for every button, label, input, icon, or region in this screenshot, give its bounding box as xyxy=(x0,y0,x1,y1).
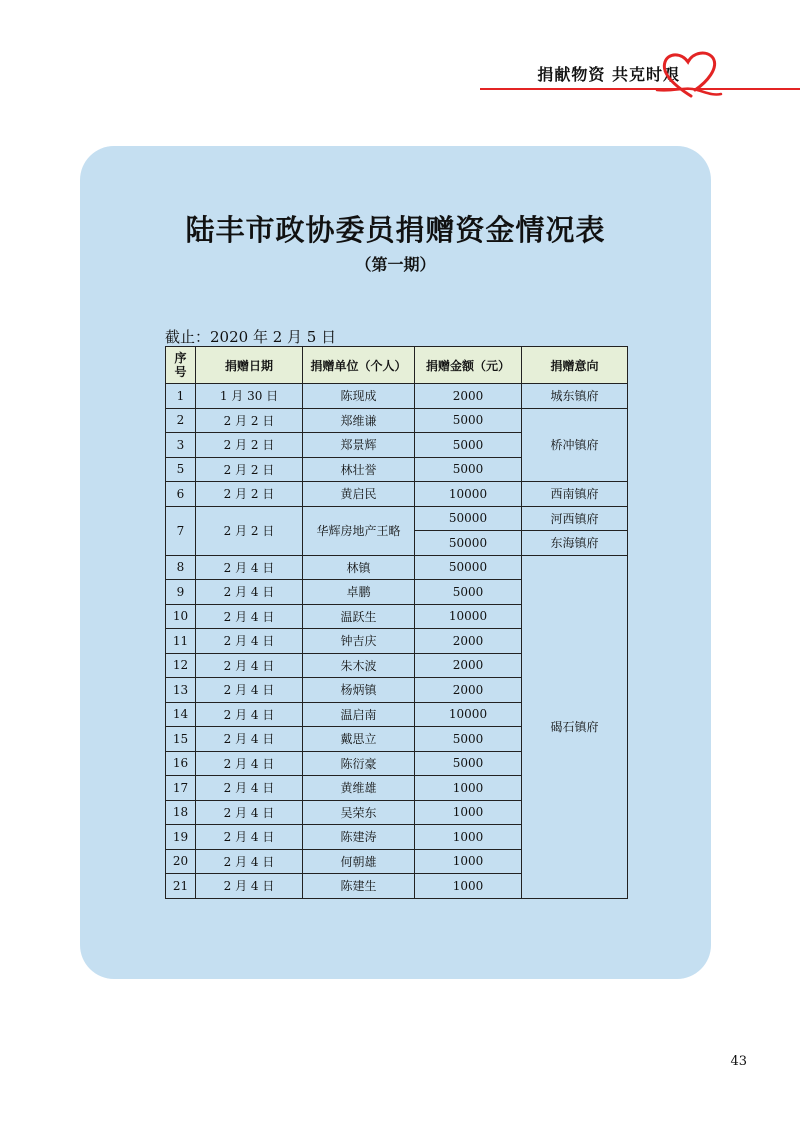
cell-donor: 戴思立 xyxy=(303,727,415,752)
cell-donor: 郑维谦 xyxy=(303,408,415,433)
cell-donor: 何朝雄 xyxy=(303,849,415,874)
header-title: 捐献物资 共克时艰 xyxy=(537,65,680,84)
page-number: 43 xyxy=(730,1054,747,1069)
cell-donor: 华辉房地产王略 xyxy=(303,506,415,555)
cell-amount: 5000 xyxy=(415,751,522,776)
cell-no: 10 xyxy=(166,604,196,629)
cell-donor: 温跃生 xyxy=(303,604,415,629)
cell-amount: 2000 xyxy=(415,678,522,703)
cell-date: 2 月 4 日 xyxy=(196,653,303,678)
cell-no: 21 xyxy=(166,874,196,899)
cell-intent: 西南镇府 xyxy=(522,482,628,507)
column-header-no xyxy=(166,347,196,384)
cell-amount: 2000 xyxy=(415,629,522,654)
page-title: 陆丰市政协委员捐赠资金情况表 xyxy=(185,213,606,247)
cell-donor: 陈建生 xyxy=(303,874,415,899)
cell-intent: 河西镇府 xyxy=(522,506,628,531)
cell-amount: 50000 xyxy=(415,555,522,580)
cell-no: 2 xyxy=(166,408,196,433)
cell-date: 2 月 4 日 xyxy=(196,702,303,727)
donation-table xyxy=(165,346,628,899)
table-row xyxy=(166,384,628,409)
cell-donor: 钟吉庆 xyxy=(303,629,415,654)
cell-no: 14 xyxy=(166,702,196,727)
cell-amount: 10000 xyxy=(415,604,522,629)
cell-date: 2 月 4 日 xyxy=(196,727,303,752)
page-subtitle: （第一期） xyxy=(355,255,436,274)
cell-date: 2 月 4 日 xyxy=(196,751,303,776)
cell-donor: 郑景辉 xyxy=(303,433,415,458)
cell-amount: 50000 xyxy=(415,531,522,556)
cell-date: 2 月 4 日 xyxy=(196,678,303,703)
column-header-amount: 捐赠金额（元） xyxy=(415,347,522,384)
cell-amount: 2000 xyxy=(415,653,522,678)
cell-date: 2 月 2 日 xyxy=(196,433,303,458)
cell-date: 2 月 4 日 xyxy=(196,776,303,801)
cell-amount: 1000 xyxy=(415,825,522,850)
cell-donor: 黄维雄 xyxy=(303,776,415,801)
cell-amount: 5000 xyxy=(415,727,522,752)
column-header-donor: 捐赠单位（个人） xyxy=(303,347,415,384)
column-header-no-line2: 号 xyxy=(174,365,187,379)
cell-intent: 东海镇府 xyxy=(522,531,628,556)
cell-date: 2 月 2 日 xyxy=(196,482,303,507)
cell-intent: 城东镇府 xyxy=(522,384,628,409)
cell-donor: 黄启民 xyxy=(303,482,415,507)
cell-no: 8 xyxy=(166,555,196,580)
as-of-date: 截止：2020 年 2 月 5 日 xyxy=(165,328,337,346)
cell-no: 1 xyxy=(166,384,196,409)
cell-no: 18 xyxy=(166,800,196,825)
column-header-intent: 捐赠意向 xyxy=(522,347,628,384)
cell-intent: 桥冲镇府 xyxy=(522,408,628,482)
cell-amount: 5000 xyxy=(415,580,522,605)
table-row xyxy=(166,506,628,531)
cell-donor: 陈衍豪 xyxy=(303,751,415,776)
cell-no: 12 xyxy=(166,653,196,678)
cell-no: 7 xyxy=(166,506,196,555)
cell-no: 6 xyxy=(166,482,196,507)
cell-date: 2 月 4 日 xyxy=(196,849,303,874)
column-header-no-line1: 序 xyxy=(174,351,187,365)
cell-no: 16 xyxy=(166,751,196,776)
cell-date: 2 月 4 日 xyxy=(196,629,303,654)
cell-donor: 林壮誉 xyxy=(303,457,415,482)
cell-amount: 10000 xyxy=(415,482,522,507)
cell-no: 5 xyxy=(166,457,196,482)
cell-amount: 1000 xyxy=(415,776,522,801)
cell-amount: 2000 xyxy=(415,384,522,409)
cell-amount: 50000 xyxy=(415,506,522,531)
cell-amount: 5000 xyxy=(415,408,522,433)
cell-amount: 10000 xyxy=(415,702,522,727)
cell-amount: 5000 xyxy=(415,457,522,482)
cell-date: 2 月 4 日 xyxy=(196,604,303,629)
cell-amount: 1000 xyxy=(415,874,522,899)
cell-donor: 杨炳镇 xyxy=(303,678,415,703)
cell-donor: 温启南 xyxy=(303,702,415,727)
cell-date: 2 月 4 日 xyxy=(196,555,303,580)
header-rule xyxy=(480,88,800,90)
column-header-date: 捐赠日期 xyxy=(196,347,303,384)
cell-donor: 陈现成 xyxy=(303,384,415,409)
cell-donor: 陈建涛 xyxy=(303,825,415,850)
heart-ribbon-icon xyxy=(655,46,725,102)
cell-no: 20 xyxy=(166,849,196,874)
cell-no: 19 xyxy=(166,825,196,850)
cell-no: 9 xyxy=(166,580,196,605)
cell-intent: 碣石镇府 xyxy=(522,555,628,898)
cell-no: 15 xyxy=(166,727,196,752)
cell-date: 2 月 4 日 xyxy=(196,580,303,605)
cell-date: 2 月 4 日 xyxy=(196,874,303,899)
cell-no: 3 xyxy=(166,433,196,458)
cell-donor: 林镇 xyxy=(303,555,415,580)
cell-date: 2 月 2 日 xyxy=(196,506,303,555)
table-row xyxy=(166,482,628,507)
cell-date: 2 月 2 日 xyxy=(196,408,303,433)
table-row xyxy=(166,555,628,580)
cell-amount: 5000 xyxy=(415,433,522,458)
table-row xyxy=(166,408,628,433)
cell-donor: 吴荣东 xyxy=(303,800,415,825)
cell-date: 2 月 4 日 xyxy=(196,825,303,850)
cell-no: 13 xyxy=(166,678,196,703)
cell-date: 1 月 30 日 xyxy=(196,384,303,409)
cell-date: 2 月 2 日 xyxy=(196,457,303,482)
cell-amount: 1000 xyxy=(415,800,522,825)
cell-no: 17 xyxy=(166,776,196,801)
cell-no: 11 xyxy=(166,629,196,654)
cell-donor: 卓鹏 xyxy=(303,580,415,605)
table-header-row xyxy=(166,347,628,384)
cell-donor: 朱木波 xyxy=(303,653,415,678)
cell-date: 2 月 4 日 xyxy=(196,800,303,825)
cell-amount: 1000 xyxy=(415,849,522,874)
